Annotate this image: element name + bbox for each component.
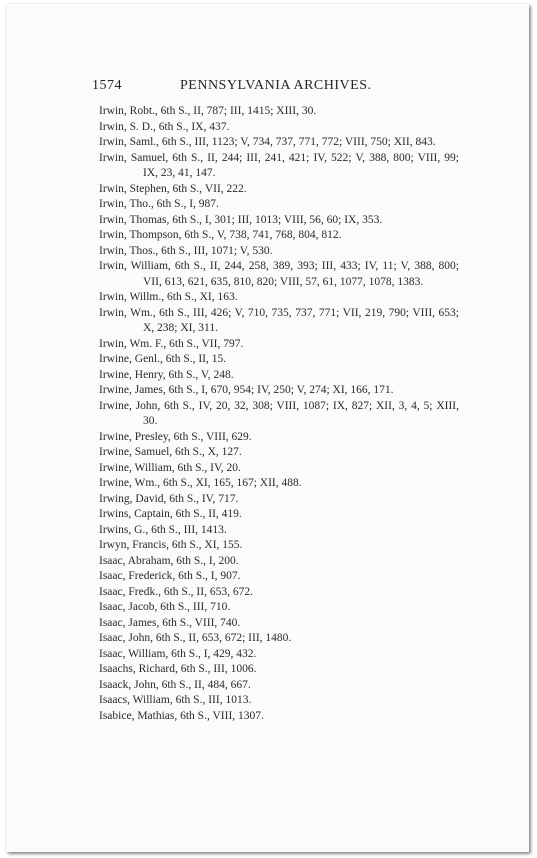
index-entry: Isaac, William, 6th S., I, 429, 432. bbox=[99, 647, 257, 660]
index-entry: Irwin, Robt., 6th S., II, 787; III, 1415; XIII, 30. bbox=[99, 105, 317, 117]
index-entry: Irwin, Tho., 6th S., I, 987. bbox=[99, 198, 219, 210]
index-entry: Irwine, Henry, 6th S., V, 248. bbox=[99, 368, 234, 381]
index-entry: Isaac, Frederick, 6th S., I, 907. bbox=[99, 570, 241, 582]
index-entry: Irwine, Wm., 6th S., XI, 165, 167; XII, 488. bbox=[99, 477, 302, 489]
index-entry: Irwin, S. D., 6th S., IX, 437. bbox=[99, 120, 230, 133]
index-entry: Irwin, Thompson, 6th S., V, 738, 741, 768, 804, 812. bbox=[99, 229, 342, 241]
index-entries bbox=[99, 104, 459, 724]
index-entry: Irwine, Genl., 6th S., II, 15. bbox=[99, 353, 227, 365]
index-entry: Irwyn, Francis, 6th S., XI, 155. bbox=[99, 539, 243, 551]
running-title: PENNSYLVANIA ARCHIVES. bbox=[180, 78, 372, 93]
index-entry: Isaac, James, 6th S., VIII, 740. bbox=[99, 616, 241, 629]
page-number: 1574 bbox=[92, 78, 122, 93]
index-entry: Irwine, William, 6th S., IV, 20. bbox=[99, 461, 241, 474]
book-page bbox=[6, 4, 529, 852]
index-entry: Irwin, William, 6th S., II, 244, 258, 389, 393; III, 433; IV, 11; V, 388, 800; VII, 613, 621, 635, 810, 820; VIII, 57, 61, 1077, 1078, 1383. bbox=[99, 260, 459, 288]
index-entry: Irwins, G., 6th S., III, 1413. bbox=[99, 523, 227, 536]
index-entry: Isabice, Mathias, 6th S., VIII, 1307. bbox=[99, 709, 264, 722]
index-entry: Irwine, Samuel, 6th S., X, 127. bbox=[99, 446, 242, 458]
index-entry: Isaac, Fredk., 6th S., II, 653, 672. bbox=[99, 585, 253, 598]
index-entry: Irwin, Thomas, 6th S., I, 301; III, 1013; VIII, 56, 60; IX, 353. bbox=[99, 213, 383, 226]
index-entry: Irwing, David, 6th S., IV, 717. bbox=[99, 492, 239, 505]
index-entry: Isaack, John, 6th S., II, 484, 667. bbox=[99, 678, 251, 691]
index-entry: Isaacs, William, 6th S., III, 1013. bbox=[99, 694, 252, 706]
index-entry: Irwins, Captain, 6th S., II, 419. bbox=[99, 508, 242, 520]
index-entry: Irwine, James, 6th S., I, 670, 954; IV, 250; V, 274; XI, 166, 171. bbox=[99, 384, 394, 396]
index-entry: Irwin, Saml., 6th S., III, 1123; V, 734, 737, 771, 772; VIII, 750; XII, 843. bbox=[99, 136, 436, 148]
index-entry: Irwin, Samuel, 6th S., II, 244; III, 241, 421; IV, 522; V, 388, 800; VIII, 99; IX, 23, 41, 147. bbox=[99, 151, 459, 179]
index-entry: Isaachs, Richard, 6th S., III, 1006. bbox=[99, 663, 257, 675]
index-entry: Irwin, Wm., 6th S., III, 426; V, 710, 735, 737, 771; VII, 219, 790; VIII, 653; X, 238; XI, 311. bbox=[99, 306, 459, 334]
index-entry: Irwin, Willm., 6th S., XI, 163. bbox=[99, 291, 238, 303]
index-entry: Irwine, Presley, 6th S., VIII, 629. bbox=[99, 430, 252, 443]
index-entry: Irwin, Thos., 6th S., III, 1071; V, 530. bbox=[99, 244, 273, 257]
index-entry: Irwin, Wm. F., 6th S., VII, 797. bbox=[99, 337, 244, 350]
index-entry: Irwin, Stephen, 6th S., VII, 222. bbox=[99, 182, 247, 195]
index-entry: Isaac, John, 6th S., II, 653, 672; III, 1480. bbox=[99, 632, 292, 644]
index-entry: Isaac, Abraham, 6th S., I, 200. bbox=[99, 554, 239, 567]
index-entry: Isaac, Jacob, 6th S., III, 710. bbox=[99, 601, 231, 613]
index-entry: Irwine, John, 6th S., IV, 20, 32, 308; VIII, 1087; IX, 827; XII, 3, 4, 5; XIII, 30. bbox=[99, 399, 459, 427]
